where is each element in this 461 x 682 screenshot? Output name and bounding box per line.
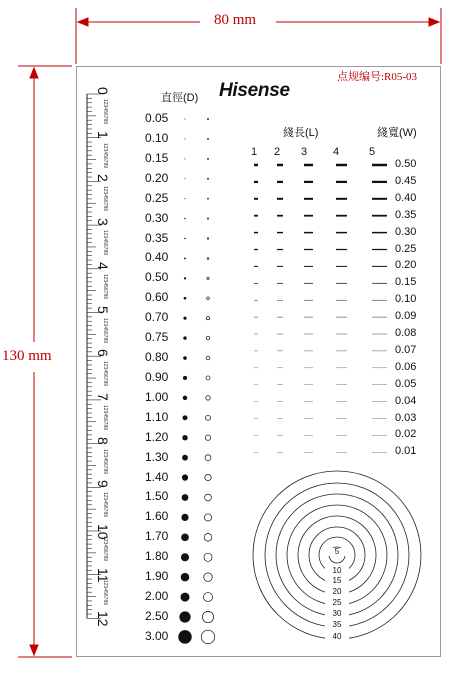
- ruler-fine-label: 123456789: [102, 448, 108, 474]
- filled-dot: [183, 376, 187, 380]
- width-value: 0.04: [395, 394, 417, 407]
- ruler-fine-label: 123456789: [102, 186, 108, 212]
- filled-dot: [184, 198, 185, 199]
- diameter-value: 3.00: [145, 628, 169, 643]
- open-dot: [207, 277, 209, 279]
- ruler-number: 4: [95, 261, 111, 270]
- ruler-number: 12: [95, 611, 111, 627]
- diameter-value: 0.40: [145, 250, 169, 265]
- width-dimension-label: 80 mm: [214, 12, 257, 28]
- gauge-code: 点规编号:R05-03: [337, 71, 418, 83]
- diameter-value: 1.40: [145, 469, 169, 484]
- diameter-value: 1.50: [145, 489, 169, 504]
- filled-dot: [183, 317, 186, 320]
- diameter-value: 0.25: [145, 190, 169, 205]
- filled-dot: [178, 630, 192, 644]
- diameter-value: 0.90: [145, 369, 169, 384]
- width-value: 0.50: [395, 158, 417, 170]
- length-number: 3: [301, 146, 308, 158]
- filled-dot: [183, 415, 188, 420]
- filled-dot: [184, 297, 187, 300]
- width-value: 0.45: [395, 174, 417, 187]
- ruler-fine-label: 123456789: [102, 273, 108, 299]
- filled-dot: [181, 514, 188, 521]
- ruler-fine-label: 123456789: [102, 492, 108, 518]
- length-header: 綫長(L): [283, 127, 319, 139]
- open-dot: [206, 376, 210, 380]
- ruler-number: 1: [95, 130, 111, 139]
- diameter-value: 0.35: [145, 230, 169, 245]
- open-dot: [202, 611, 213, 622]
- ruler-number: 0: [95, 87, 111, 95]
- filled-dot: [179, 611, 190, 622]
- ruler-number: 8: [95, 436, 111, 445]
- filled-dot: [182, 435, 187, 440]
- filled-dot: [183, 336, 186, 339]
- diameter-value: 0.80: [145, 350, 169, 365]
- open-dot: [204, 593, 213, 602]
- ruler-number: 10: [95, 524, 111, 540]
- open-dot: [204, 573, 213, 582]
- ring-label: 20: [325, 588, 349, 596]
- ruler-fine-label: 123456789: [102, 536, 108, 562]
- ruler-fine-label: 123456789: [102, 317, 108, 343]
- width-value: 0.02: [395, 428, 417, 441]
- width-value: 0.08: [395, 327, 417, 339]
- diameter-value: 1.60: [145, 509, 169, 524]
- open-dot: [207, 258, 209, 260]
- diameter-value: 0.75: [145, 330, 169, 345]
- filled-dot: [185, 178, 186, 179]
- diameter-value: 1.30: [145, 449, 169, 464]
- ruler-fine-label: 123456789: [102, 230, 108, 256]
- ruler-number: 2: [95, 174, 111, 183]
- open-dot: [207, 238, 209, 240]
- filled-dot: [184, 258, 186, 260]
- ring-label: 35: [325, 621, 349, 629]
- ruler-number: 9: [95, 480, 111, 489]
- diameter-value: 1.90: [145, 569, 169, 584]
- filled-dot: [183, 356, 187, 360]
- ruler-fine-label: 123456789: [102, 99, 108, 125]
- open-dot: [204, 533, 212, 541]
- width-header: 綫寬(W): [377, 127, 417, 139]
- open-dot: [207, 218, 208, 219]
- diameter-value: 0.50: [145, 270, 169, 285]
- filled-dot: [184, 218, 185, 219]
- ruler-fine-label: 123456789: [102, 404, 108, 430]
- ruler-fine-label: 123456789: [102, 579, 108, 605]
- open-dot: [204, 553, 212, 561]
- filled-dot: [184, 238, 186, 240]
- open-dot: [207, 297, 210, 300]
- open-dot: [207, 118, 208, 119]
- width-value: 0.10: [395, 293, 417, 306]
- filled-dot: [183, 396, 188, 401]
- open-dot: [207, 158, 208, 159]
- diameter-value: 2.00: [145, 589, 169, 604]
- width-value: 0.07: [395, 343, 417, 356]
- diameter-value: 0.20: [145, 170, 169, 185]
- ring-label: 40: [325, 633, 349, 641]
- width-value: 0.09: [395, 310, 417, 323]
- filled-dot: [182, 474, 188, 480]
- filled-dot: [181, 593, 190, 602]
- open-dot: [205, 494, 212, 501]
- diameter-value: 1.20: [145, 429, 169, 444]
- open-dot: [206, 415, 211, 420]
- brand-logo: Hisense: [219, 80, 290, 101]
- ruler-number: 7: [95, 392, 111, 401]
- length-number: 1: [251, 146, 258, 158]
- open-dot: [206, 396, 211, 401]
- width-value: 0.25: [395, 242, 417, 255]
- open-dot: [206, 317, 209, 320]
- ruler-number: 3: [95, 218, 111, 226]
- filled-dot: [182, 455, 188, 461]
- width-value: 0.03: [395, 411, 417, 424]
- diameter-value: 0.30: [145, 210, 169, 225]
- open-dot: [207, 198, 208, 199]
- open-dot: [205, 474, 211, 480]
- open-dot: [206, 336, 209, 339]
- ruler-number: 5: [95, 305, 111, 314]
- open-dot: [206, 356, 210, 360]
- open-dot: [207, 178, 208, 179]
- diameter-value: 0.70: [145, 310, 169, 325]
- width-value: 0.06: [395, 360, 417, 373]
- ruler-fine-label: 123456789: [102, 361, 108, 387]
- dot-gauge-card: [76, 66, 441, 657]
- diameter-value: 1.70: [145, 529, 169, 544]
- length-number: 4: [333, 146, 340, 158]
- filled-dot: [185, 138, 186, 139]
- open-dot: [204, 514, 211, 521]
- gauge-graphics: [77, 67, 442, 658]
- width-value: 0.05: [395, 377, 417, 390]
- filled-dot: [181, 553, 189, 561]
- open-dot: [201, 630, 215, 644]
- ruler-fine-label: 123456789: [102, 142, 108, 168]
- diameter-value: 1.10: [145, 409, 169, 424]
- filled-dot: [184, 277, 186, 279]
- width-value: 0.20: [395, 259, 417, 272]
- width-value: 0.15: [395, 276, 417, 289]
- filled-dot: [185, 119, 186, 120]
- open-dot: [205, 455, 211, 461]
- ring-label: 10: [325, 567, 349, 575]
- length-number: 2: [274, 146, 281, 158]
- open-dot: [205, 435, 210, 440]
- width-value: 0.35: [395, 208, 417, 221]
- ruler-number: 6: [95, 349, 111, 357]
- diameter-header: 直徑(D): [161, 92, 199, 104]
- diameter-value: 0.05: [145, 111, 169, 125]
- diameter-value: 0.15: [145, 150, 169, 165]
- diameter-value: 0.10: [145, 130, 169, 145]
- diameter-value: 1.80: [145, 549, 169, 564]
- ring-label: 5: [325, 548, 349, 556]
- open-dot: [207, 138, 208, 139]
- filled-dot: [182, 494, 189, 501]
- width-value: 0.40: [395, 191, 417, 204]
- width-value: 0.01: [395, 445, 417, 458]
- ring-label: 15: [325, 577, 349, 585]
- filled-dot: [181, 533, 189, 541]
- length-number: 5: [369, 146, 376, 158]
- filled-dot: [185, 158, 186, 159]
- ring-label: 30: [325, 610, 349, 618]
- width-value: 0.30: [395, 225, 417, 238]
- ring-label: 25: [325, 599, 349, 607]
- diameter-value: 2.50: [145, 609, 169, 623]
- filled-dot: [181, 573, 190, 582]
- ruler-number: 11: [95, 567, 111, 583]
- diameter-value: 0.60: [145, 290, 169, 305]
- height-dimension-label: 130 mm: [2, 348, 52, 364]
- diameter-value: 1.00: [145, 389, 169, 404]
